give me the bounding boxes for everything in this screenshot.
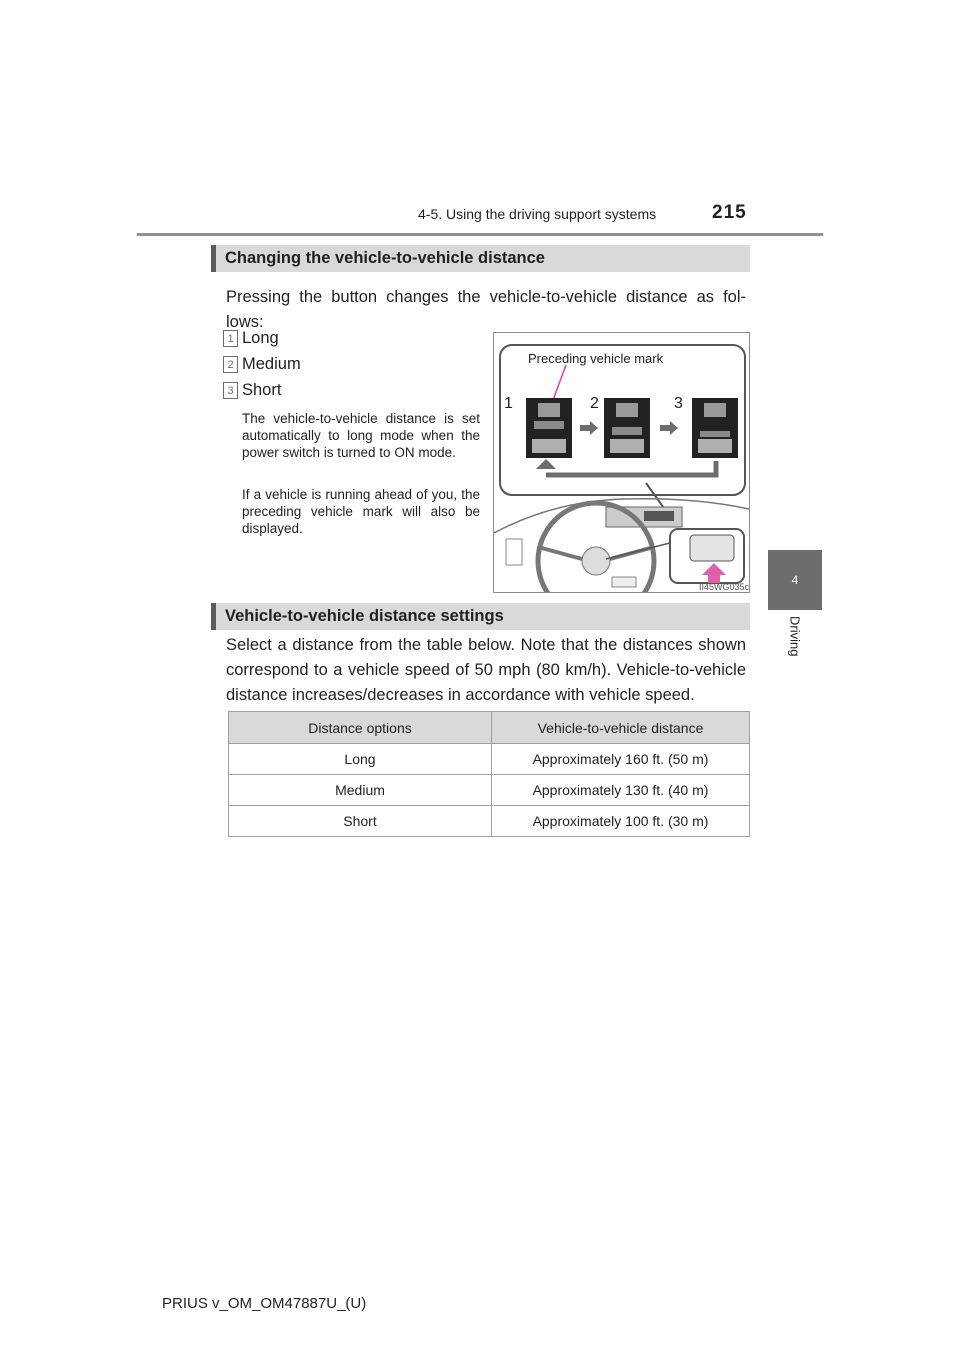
table-header-vehicle-distance: Vehicle-to-vehicle distance [492, 712, 750, 744]
chapter-label: Driving [787, 616, 803, 657]
figure-code: II45WG035c [699, 582, 750, 592]
section1-intro: Pressing the button changes the vehicle-to-vehicle distance as fol-lows: [226, 288, 746, 331]
item-label-medium: Medium [242, 355, 301, 373]
item-number-badge: 2 [223, 356, 238, 373]
table-cell-distance: Approximately 100 ft. (30 m) [492, 806, 750, 837]
chapter-tab: 4 [768, 550, 822, 610]
footer-doc-id: PRIUS v_OM_OM47887U_(U) [162, 1295, 367, 1312]
section-heading-distance-change [211, 245, 750, 272]
page-number: 215 [712, 202, 747, 223]
figure-caption-preceding-vehicle: Preceding vehicle mark [528, 351, 664, 366]
table-cell-distance: Approximately 130 ft. (40 m) [492, 775, 750, 806]
table-header-row [229, 712, 750, 744]
section-heading-distance-settings [211, 603, 750, 630]
table-cell-option: Medium [229, 775, 492, 806]
item-label-short: Short [242, 381, 282, 399]
header-rule [137, 233, 823, 236]
distance-settings-table [228, 711, 750, 837]
table-header-distance-options: Distance options [229, 712, 492, 744]
section2-intro: Select a distance from the table below. Note that the distances shown correspond to a vehicle speed of 50 mph (80 km/h). Vehicle-to-vehicle distance increases/decreases in accordance with vehicle speed. [226, 636, 746, 704]
item-label-long: Long [242, 329, 279, 347]
table-row [229, 806, 750, 837]
table-row [229, 744, 750, 775]
note-preceding-vehicle: If a vehicle is running ahead of you, the preceding vehicle mark will also be displayed. [242, 487, 480, 536]
running-header-section: 4-5. Using the driving support systems [418, 206, 657, 222]
section-heading-text: Vehicle-to-vehicle distance settings [225, 607, 504, 625]
section-heading-text: Changing the vehicle-to-vehicle distance [225, 249, 545, 267]
table-cell-option: Short [229, 806, 492, 837]
table-cell-distance: Approximately 160 ft. (50 m) [492, 744, 750, 775]
table-cell-option: Long [229, 744, 492, 775]
figure-distance-display [493, 332, 750, 593]
item-number-badge: 3 [223, 382, 238, 399]
figure-step-label: 3 [674, 395, 683, 412]
figure-step-label: 2 [590, 395, 599, 412]
note-default-mode: The vehicle-to-vehicle distance is set automatically to long mode when the power switch is turned to ON mode. [242, 411, 480, 460]
table-row [229, 775, 750, 806]
figure-step-label: 1 [504, 395, 513, 412]
figure-illustration [494, 333, 749, 592]
item-number-badge: 1 [223, 330, 238, 347]
